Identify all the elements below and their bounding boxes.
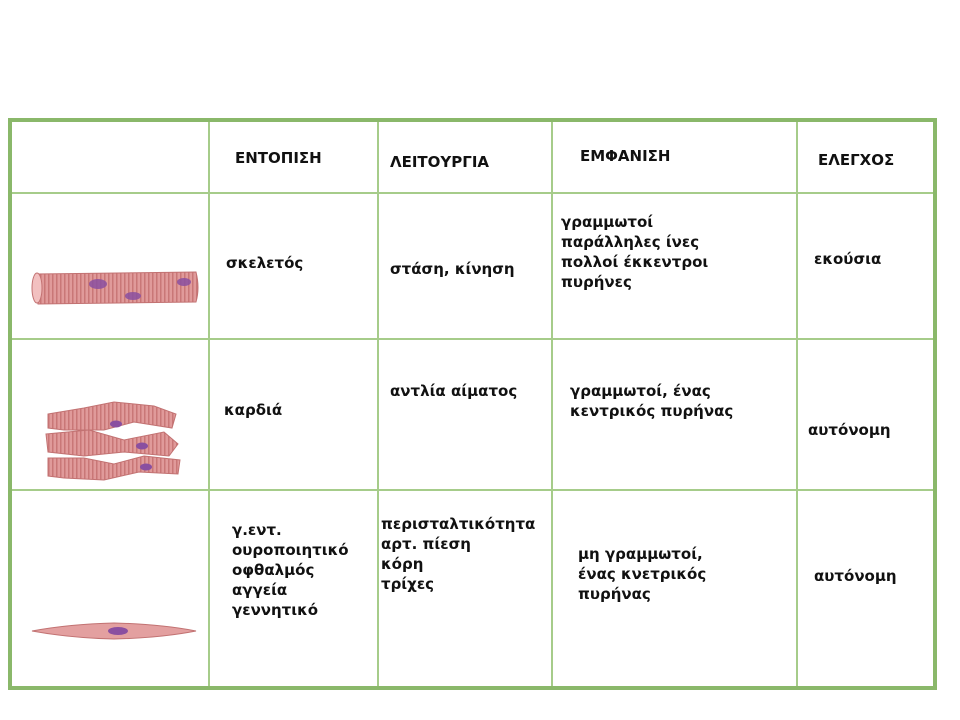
column-divider <box>377 122 379 686</box>
smooth-muscle-image <box>30 620 198 642</box>
row3-function: περισταλτικότητα αρτ. πίεση κόρη τρίχες <box>381 515 536 593</box>
row-divider <box>12 192 933 194</box>
column-divider <box>796 122 798 686</box>
row2-appearance: γραμμωτοί, ένας κεντρικός πυρήνας <box>570 382 734 420</box>
header-control: ΕΛΕΓΧΟΣ <box>818 151 895 169</box>
row2-control: αυτόνομη <box>808 421 891 439</box>
row1-control: εκούσια <box>814 250 882 268</box>
column-divider <box>208 122 210 686</box>
row2-function: αντλία αίματος <box>390 382 518 400</box>
header-function: ΛΕΙΤΟΥΡΓΙΑ <box>390 153 490 171</box>
row1-function: στάση, κίνηση <box>390 260 515 278</box>
row3-location: γ.εντ. ουροποιητικό οφθαλμός αγγεία γεννητικό <box>232 521 349 619</box>
row-divider <box>12 489 933 491</box>
cardiac-muscle-image <box>44 400 184 482</box>
column-divider <box>551 122 553 686</box>
row2-location: καρδιά <box>224 401 283 419</box>
row1-location: σκελετός <box>226 254 304 272</box>
row-divider <box>12 338 933 340</box>
header-appearance: ΕΜΦΑΝΙΣΗ <box>580 147 671 165</box>
row1-appearance: γραμμωτοί παράλληλες ίνες πολλοί έκκεντροι πυρήνες <box>561 213 709 291</box>
row3-control: αυτόνομη <box>814 567 897 585</box>
row3-appearance: μη γραμμωτοί, ένας κνετρικός πυρήνας <box>578 545 707 603</box>
header-location: ΕΝΤΟΠΙΣΗ <box>235 149 322 167</box>
skeletal-muscle-image <box>28 262 203 312</box>
